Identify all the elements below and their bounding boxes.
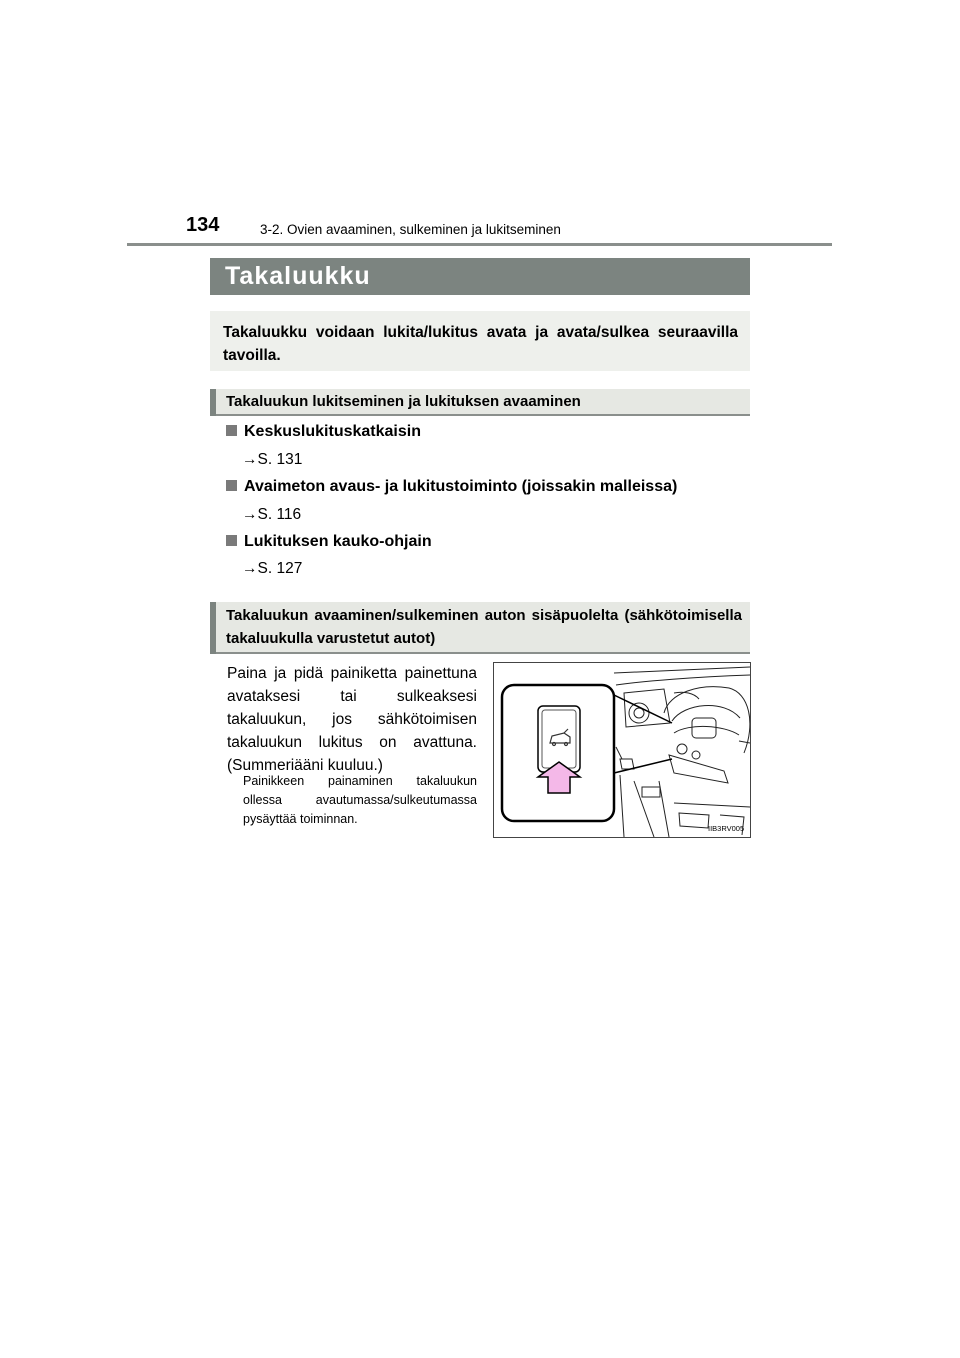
subheading-lock-text: Takaluukun lukitseminen ja lukituksen avaaminen — [226, 393, 581, 410]
arrow-right-icon: → — [242, 506, 258, 523]
bullet-square-icon — [226, 535, 237, 546]
method-item — [226, 478, 677, 496]
bullet-square-icon — [226, 480, 237, 491]
subheading-inside-text: Takaluukun avaaminen/sulkeminen auton sisäpuolelta (sähkötoimisella takaluukulla varustetut autot) — [226, 607, 742, 647]
bullet-square-icon — [226, 425, 237, 436]
subheading-inside — [210, 602, 750, 654]
method-label: Keskuslukituskatkaisin — [244, 423, 421, 440]
page-reference-text: S. 131 — [257, 451, 303, 468]
arrow-right-icon: → — [242, 451, 258, 468]
page-reference[interactable] — [242, 451, 302, 469]
page-title: Takaluukku — [225, 262, 371, 290]
arrow-right-icon: → — [242, 560, 258, 577]
figure-code: IIB3RV005 — [708, 824, 745, 833]
header-divider — [127, 243, 832, 246]
page-reference-text: S. 127 — [257, 560, 303, 577]
intro-box — [210, 311, 750, 371]
title-bar — [210, 258, 750, 295]
page-reference[interactable] — [242, 506, 301, 524]
subheading-lock — [210, 389, 750, 416]
page-reference[interactable] — [242, 560, 302, 578]
body-text: Paina ja pidä painiketta painettuna avataksesi tai sulkeaksesi takaluukun, jos sähkötoimisen takaluukun lukitus on avattuna. (Summeriääni kuuluu.) — [227, 665, 477, 774]
dashboard-illustration — [494, 663, 750, 837]
method-item — [226, 533, 432, 551]
intro-text: Takaluukku voidaan lukita/lukitus avata ja avata/sulkea seuraavilla tavoilla. — [223, 324, 738, 364]
page-number: 134 — [186, 214, 220, 236]
method-label: Lukituksen kauko-ohjain — [244, 533, 432, 550]
method-label: Avaimeton avaus- ja lukitustoiminto (joissakin malleissa) — [244, 478, 678, 495]
section-breadcrumb: 3-2. Ovien avaaminen, sulkeminen ja lukitseminen — [260, 222, 561, 237]
page-reference-text: S. 116 — [257, 506, 302, 523]
method-item — [226, 423, 421, 441]
note-text: Painikkeen painaminen takaluukun ollessa avautumassa/sulkeutumassa pysäyttää toiminnan. — [243, 774, 477, 826]
figure-power-tailgate-switch — [493, 662, 751, 838]
